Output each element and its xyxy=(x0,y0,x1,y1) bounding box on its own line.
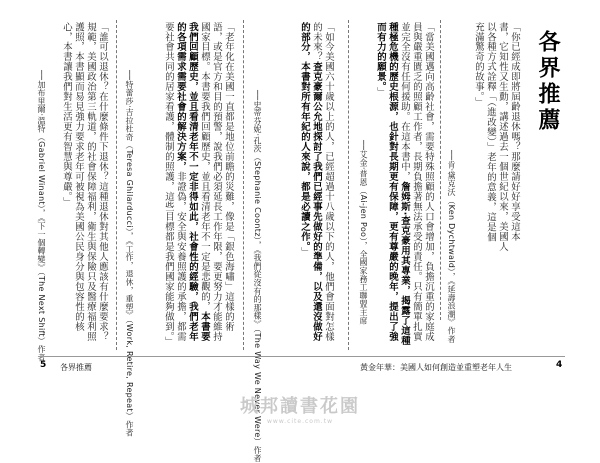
quote-attribution: ──艾金‧普恩（Ai-jen Poo），全國家務工聯盟主席 xyxy=(359,140,368,325)
quote-text: 「誰可以退休？在什麼條件下退休？這種退休對其他人應該有什麼要求？規範，美國政治第三軌道，的社會保障福利，衛生與保險只及醫療福利照護照，本書顯而易見強力要求老年可被視為美國公民身分與包容性的核心，本書讓我們對生活更有智慧與尊嚴。」 xyxy=(61,22,108,342)
quote-text: 「老年化在美國一直都是地位前瞻的災難，像是「銀色海嘯」這樣的術語，或是官方和目的預警，說我們必須延長工作年限，要更努力才能維持國家目標。本書要我們回顧歷史，並且看清老年不一定是悲觀的， xyxy=(199,22,234,342)
watermark xyxy=(0,392,600,425)
quote-attribution: ──肯‧黛克沃（Ken Dychtwald），《延壽浪潮》作者 xyxy=(447,150,456,344)
left-running-head: 各界推薦 xyxy=(60,363,92,372)
right-page-number: 4 xyxy=(556,360,563,370)
quote-text: 」 xyxy=(375,87,386,98)
left-page-number: 5 xyxy=(40,360,47,370)
watermark-url: www.cite.com.tw xyxy=(267,418,333,425)
section-heading: 各界推薦 xyxy=(535,30,560,134)
divider xyxy=(243,20,244,350)
quote-paragraph xyxy=(458,22,520,252)
quote-text: 非證偽，安全與安養照護的承擔，都需要社會共同的居家看護，體制的照護，這些目標都是我們國家能夠做到。」 xyxy=(163,22,186,347)
quote-attribution: ──加布里爾‧溫特（Gabriel Winant），《下一個轉變》（The Next Shift）作者 xyxy=(37,70,46,362)
divider xyxy=(348,20,349,350)
quote-paragraph xyxy=(136,22,234,347)
quote-paragraph xyxy=(48,22,108,347)
quote-text: 「當美國邁向高齡社會，需要特殊照顧的人口會增加，負擔沉重的家庭成員與嚴重匱乏的照顧工作者，長期負擔著無法承受的責任。只有簡單扎實並完全沒有任何援助。在這本書中， xyxy=(399,22,434,342)
quote-text: 「你已經成即將屆齡退休嗎？那麼請好好享受這本書，它知性又生動，講述過去一個世紀以來，美國人以各種方式詮釋「（進改變）」老年的意義，這是個充滿驚奇的故事。」 xyxy=(473,22,520,252)
watermark-logo-text: 城邦讀書花園 xyxy=(240,396,360,417)
divider xyxy=(116,20,117,350)
quote-emphasis: 查克豪爾公允地探討了我們已經事先做好的準備，以及還沒做好的部分，本書對所有年紀的人來說，都是必讀之作。 xyxy=(299,22,322,342)
quote-attribution: ──史蒂芬妮‧孔茨（Stephanie Coontz），《我們從沒有的那樣》（The Way We Never Were）作者 xyxy=(253,90,262,463)
quote-paragraph xyxy=(262,22,334,347)
quote-text: 」 xyxy=(299,247,310,258)
quote-attribution: ──特蕾莎‧吉拉杜奇（Teresa Ghilarducci），《工作，退休，重塑》（Work, Retire, Repeat）作者 xyxy=(125,70,134,437)
right-running-head: 黃金年華：美國人如何創造並重塑老年人生 xyxy=(360,363,512,372)
divider xyxy=(440,20,441,320)
quote-emphasis: 詹姆斯‧查克豪用其專業，揭露了這種種極危機的歷史根源，也針對長期更有保障，更有尊嚴的晚年，提出了強而有力的願景。 xyxy=(375,22,410,346)
quote-paragraph xyxy=(372,22,434,347)
quote-text: 「如今美國六十歲以上的人，已經超過十八歲以下的人，他們會面對怎樣的未來？ xyxy=(311,22,334,342)
quote-emphasis: 本書要我們回顧歷史，並且看清老年不一定非得如此，社會性的經驗，我們老年的各項需求需要社會的解決方案， xyxy=(175,22,210,342)
footer-rule xyxy=(38,356,565,357)
